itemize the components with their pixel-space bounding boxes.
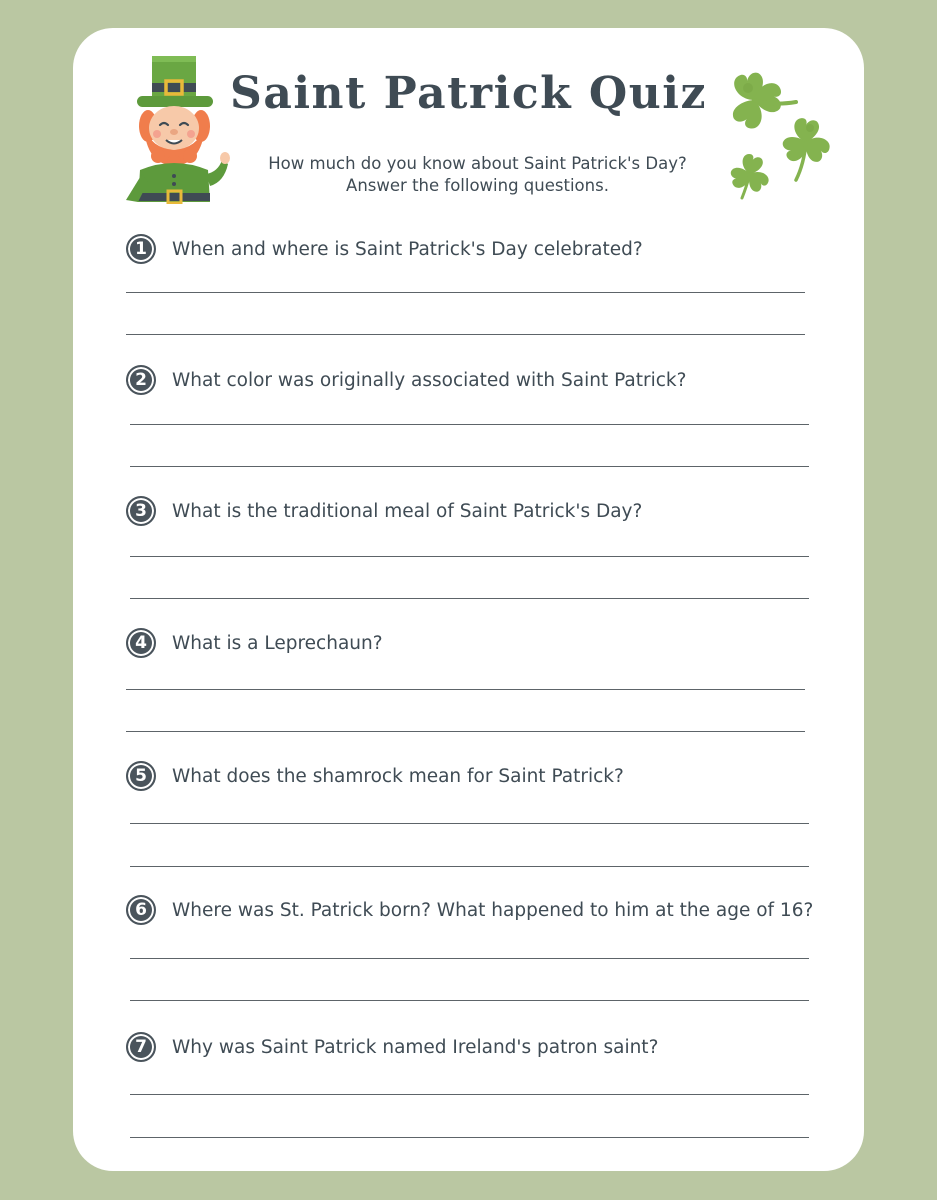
answer-line[interactable] — [130, 823, 809, 824]
question-number-badge: 5 — [126, 761, 156, 791]
subtitle-line-1: How much do you know about Saint Patrick's Day? — [268, 154, 687, 173]
answer-line[interactable] — [130, 1000, 809, 1001]
question-text: Where was St. Patrick born? What happened to him at the age of 16? — [172, 899, 814, 921]
answer-line[interactable] — [130, 958, 809, 959]
question-3 — [126, 495, 642, 527]
page-title: Saint Patrick Quiz — [230, 68, 707, 119]
page-subtitle — [0, 153, 937, 197]
question-4 — [126, 627, 383, 659]
answer-line[interactable] — [126, 689, 805, 690]
answer-line[interactable] — [130, 466, 809, 467]
answer-line[interactable] — [130, 866, 809, 867]
answer-line[interactable] — [130, 1137, 809, 1138]
question-1 — [126, 233, 643, 265]
answer-line[interactable] — [126, 292, 805, 293]
question-text: What is a Leprechaun? — [172, 632, 383, 654]
answer-line[interactable] — [130, 1094, 809, 1095]
question-text: When and where is Saint Patrick's Day celebrated? — [172, 238, 643, 260]
answer-line[interactable] — [130, 424, 809, 425]
question-text: What is the traditional meal of Saint Patrick's Day? — [172, 500, 643, 522]
question-2 — [126, 364, 686, 396]
question-6 — [126, 894, 813, 926]
question-text: What does the shamrock mean for Saint Patrick? — [172, 765, 624, 787]
question-number-badge: 1 — [126, 234, 156, 264]
answer-line[interactable] — [130, 556, 809, 557]
subtitle-line-2: Answer the following questions. — [346, 176, 609, 195]
question-number-badge: 2 — [126, 365, 156, 395]
answer-line[interactable] — [130, 598, 809, 599]
question-text: What color was originally associated with Saint Patrick? — [172, 369, 687, 391]
question-number-badge: 6 — [126, 895, 156, 925]
question-5 — [126, 760, 624, 792]
answer-line[interactable] — [126, 731, 805, 732]
question-number-badge: 4 — [126, 628, 156, 658]
answer-line[interactable] — [126, 334, 805, 335]
question-number-badge: 3 — [126, 496, 156, 526]
question-text: Why was Saint Patrick named Ireland's patron saint? — [172, 1036, 659, 1058]
question-7 — [126, 1031, 658, 1063]
question-number-badge: 7 — [126, 1032, 156, 1062]
